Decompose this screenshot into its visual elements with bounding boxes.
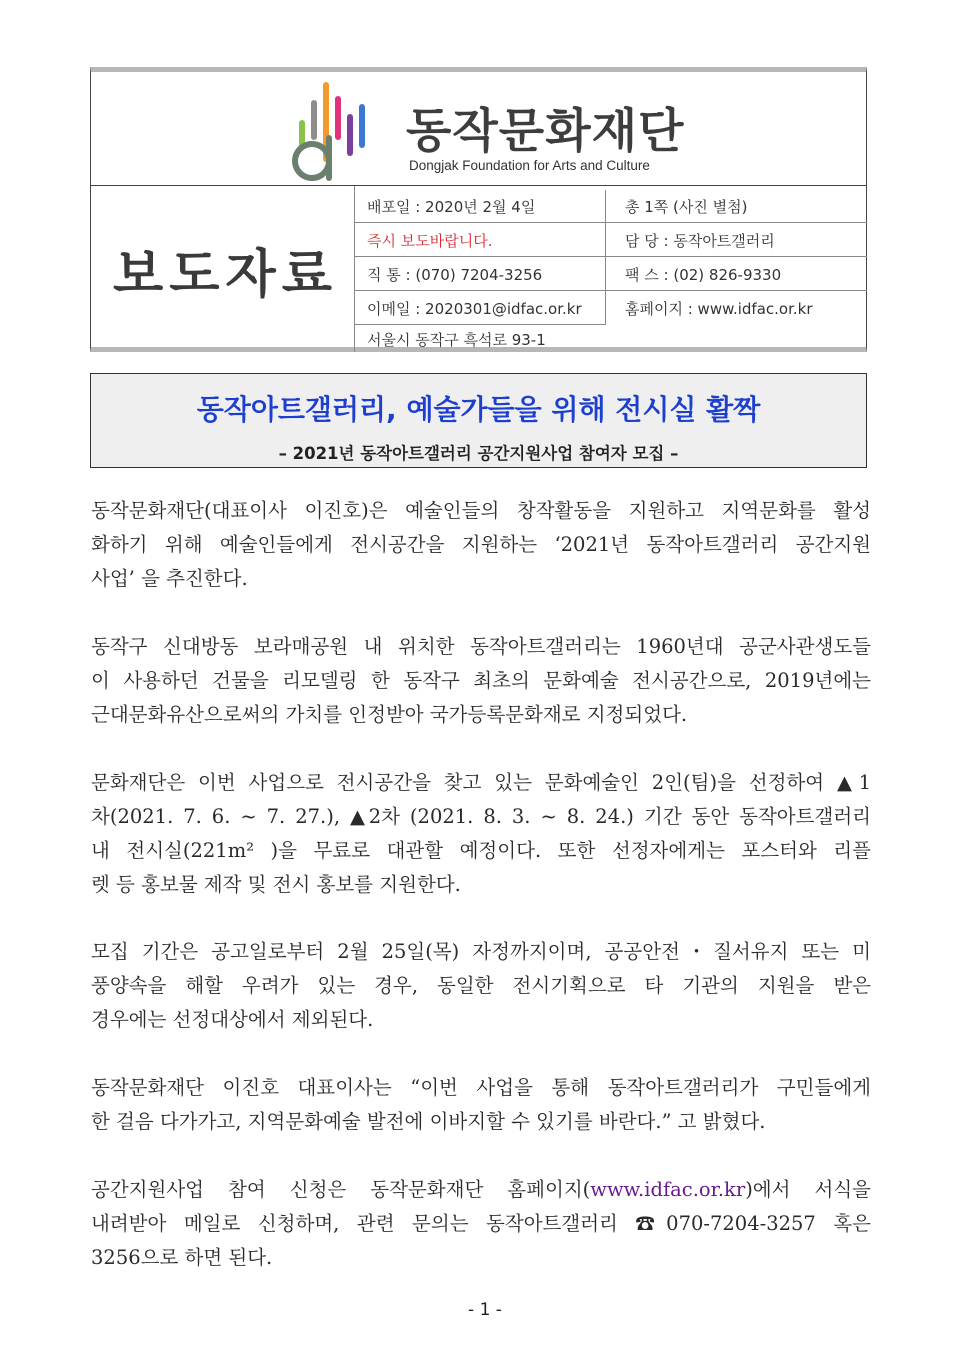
paragraph-line: 근대문화유산으로써의 가치를 인정받아 국가등록문화재로 지정되었다. <box>91 703 688 726</box>
total-pages: 총 1쪽 (사진 별첨) <box>625 198 748 216</box>
paragraph-line: 내려받아 메일로 신청하며, 관련 문의는 동작아트갤러리 ☎070-7204-3257 혹은 <box>91 1212 871 1235</box>
org-name-korean: 동작문화재단 <box>406 104 685 159</box>
headline-subtitle: – 2021년 동작아트갤러리 공간지원사업 참여자 모집 – <box>278 444 679 463</box>
paragraph-line: 내 전시실(221m² )을 무료로 대관할 예정이다. 또한 선정자에게는 포스터와 리플 <box>91 839 871 862</box>
info-rule <box>354 324 606 325</box>
paragraph-6 <box>91 1173 871 1275</box>
paragraph-line: 모집 기간은 공고일로부터 2월 25일(목) 자정까지이며, 공공안전・질서유지 또는 미 <box>91 940 871 963</box>
paragraph-line: 동작구 신대방동 보라매공원 내 위치한 동작아트갤러리는 1960년대 공군사관생도들 <box>91 635 871 658</box>
release-date: 배포일 : 2020년 2월 4일 <box>367 198 536 216</box>
paragraph-line: 동작문화재단 이진호 대표이사는 “이번 사업을 통해 동작아트갤러리가 구민들에게 <box>91 1076 871 1099</box>
paragraph-line: 풍양속을 해할 우려가 있는 경우, 동일한 전시기획으로 타 기관의 지원을 받은 <box>91 974 871 997</box>
paragraph-line: 한 걸음 다가가고, 지역문화예술 발전에 이바지할 수 있기를 바란다.” 고 밝혔다. <box>91 1110 766 1133</box>
paragraph-line: 동작문화재단(대표이사 이진호)은 예술인들의 창작활동을 지원하고 지역문화를 활성 <box>91 499 871 522</box>
paragraph-line <box>91 1173 871 1207</box>
paragraph-line: 경우에는 선정대상에서 제외된다. <box>91 1008 374 1031</box>
info-rule <box>354 222 867 223</box>
direct-phone: 직 통 : (070) 7204-3256 <box>367 266 543 284</box>
postal-address: 서울시 동작구 흑석로 93-1 <box>367 331 546 349</box>
paragraph-1 <box>91 494 871 596</box>
paragraph-2 <box>91 630 871 732</box>
org-name-english: Dongjak Foundation for Arts and Culture <box>409 158 650 173</box>
paragraph-line: 사업’ 을 추진한다. <box>91 567 248 590</box>
paragraph-4 <box>91 935 871 1037</box>
paragraph-line: 3256으로 하면 된다. <box>91 1246 273 1269</box>
info-divider-left <box>354 186 355 352</box>
immediate-release-notice: 즉시 보도바랍니다. <box>367 232 493 250</box>
paragraph-3 <box>91 766 871 902</box>
foundation-logo-icon <box>289 78 389 188</box>
paragraph-line: 문화재단은 이번 사업으로 전시공간을 찾고 있는 문화예술인 2인(팀)을 선정하여 ▲1 <box>91 771 871 794</box>
paragraph-line: 화하기 위해 예술인들에게 전시공간을 지원하는 ‘2021년 동작아트갤러리 공간지원 <box>91 533 871 556</box>
headline-box <box>90 373 867 468</box>
contact-person: 담 당 : 동작아트갤러리 <box>625 232 775 250</box>
paragraph-line: 이 사용하던 건물을 리모델링 한 동작구 최초의 문화예술 전시공간으로, 2019년에는 <box>91 669 871 692</box>
homepage-url: 홈페이지 : www.idfac.or.kr <box>625 300 813 318</box>
paragraph-5 <box>91 1071 871 1139</box>
headline-title: 동작아트갤러리, 예술가들을 위해 전시실 활짝 <box>196 393 761 426</box>
logo-area <box>91 72 866 186</box>
fax-number: 팩 스 : (02) 826-9330 <box>625 266 782 284</box>
info-divider-mid <box>605 190 606 324</box>
paragraph-line: 차(2021. 7. 6. ~ 7. 27.), ▲2차 (2021. 8. 3. ~ 8. 24.) 기간 동안 동작아트갤러리 <box>91 805 871 828</box>
page-number: - 1 - <box>468 1300 502 1320</box>
info-rule <box>354 256 867 257</box>
homepage-link[interactable]: www.idfac.or.kr <box>590 1178 746 1201</box>
info-rule <box>354 290 867 291</box>
email-address: 이메일 : 2020301@idfac.or.kr <box>367 300 582 318</box>
paragraph-text: )에서 서식을 <box>745 1178 872 1201</box>
press-release-header <box>90 67 867 352</box>
paragraph-line: 렛 등 홍보물 제작 및 전시 홍보를 지원한다. <box>91 873 461 896</box>
press-release-label: 보도자료 <box>113 245 338 305</box>
paragraph-text: 공간지원사업 참여 신청은 동작문화재단 홈페이지( <box>91 1178 591 1201</box>
